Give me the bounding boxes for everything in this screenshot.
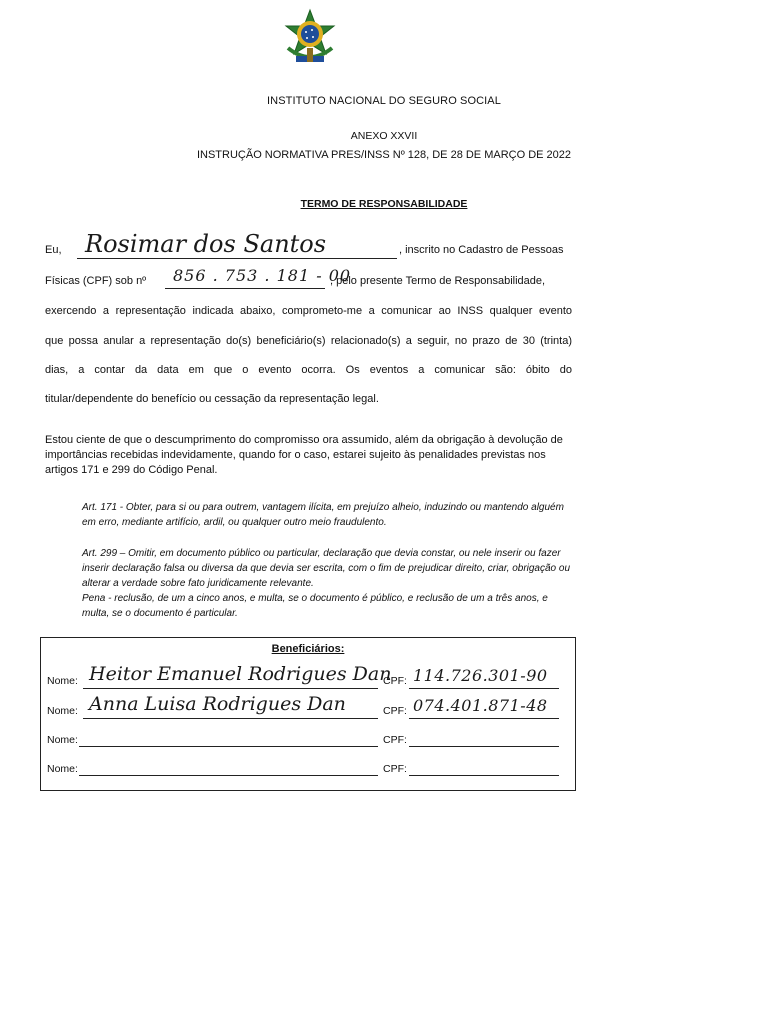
name-label: Nome: bbox=[47, 734, 78, 746]
cpf-label: CPF: bbox=[383, 763, 407, 775]
fisicas-text: Físicas (CPF) sob nº bbox=[45, 275, 147, 287]
cpf-label: CPF: bbox=[383, 675, 407, 687]
presente-text: , pelo presente Termo de Responsabilidade, bbox=[330, 275, 546, 287]
name-field[interactable] bbox=[77, 228, 397, 259]
cpf-label: CPF: bbox=[383, 734, 407, 746]
beneficiary-cpf-field[interactable] bbox=[409, 696, 559, 719]
name-label: Nome: bbox=[47, 705, 78, 717]
eu-label: Eu, bbox=[45, 244, 62, 256]
beneficiary-row bbox=[47, 675, 78, 687]
beneficiary-name-value: Heitor Emanuel Rodrigues Dan bbox=[89, 663, 392, 685]
beneficiary-row bbox=[47, 705, 78, 717]
beneficiaries-box bbox=[40, 637, 576, 791]
ciente-paragraph: Estou ciente de que o descumprimento do compromisso ora assumido, além da obrigação à devolução de importâncias recebidas indevidamente, quando for o caso, estarei sujeito às penalidades previstas nos artigos 171 e 299 do Código Penal. bbox=[45, 434, 563, 476]
body-line-4: que possa anular a representação do(s) beneficiário(s) relacionado(s) a seguir, no prazo de 30 (trinta) bbox=[45, 335, 572, 347]
beneficiary-cpf-value: 074.401.871-48 bbox=[413, 696, 548, 715]
beneficiary-cpf-value: 114.726.301-90 bbox=[413, 666, 548, 685]
cpf-field[interactable] bbox=[165, 266, 352, 289]
cpf-handwritten: 856 . 753 . 181 - 00 bbox=[173, 266, 352, 285]
cpf-label: CPF: bbox=[383, 705, 407, 717]
normative-instruction: INSTRUÇÃO NORMATIVA PRES/INSS Nº 128, DE 28 DE MARÇO DE 2022 bbox=[196, 149, 572, 161]
institute-name: INSTITUTO NACIONAL DO SEGURO SOCIAL bbox=[267, 95, 501, 107]
name-label: Nome: bbox=[47, 763, 78, 775]
beneficiary-cpf-field[interactable] bbox=[409, 734, 559, 747]
beneficiary-name-field[interactable] bbox=[79, 734, 378, 747]
beneficiary-row bbox=[47, 763, 78, 775]
beneficiary-name-field[interactable] bbox=[83, 692, 378, 719]
beneficiary-name-field[interactable] bbox=[83, 662, 392, 689]
pena-text: Pena - reclusão, de um a cinco anos, e multa, se o documento é público, e reclusão de um a três anos, e multa, se o documento é particular. bbox=[82, 593, 548, 619]
beneficiary-cpf-field[interactable] bbox=[409, 666, 559, 689]
art-299: Art. 299 – Omitir, em documento público ou particular, declaração que devia constar, ou nele inserir ou fazer inserir declaração falsa ou diversa da que devia ser escrita, com o fim de prejudicar direito, criar, obrigação ou alterar a verdade sobre fato juridicamente relevante. bbox=[82, 548, 571, 589]
body-line-3: exercendo a representação indicada abaixo, comprometo-me a comunicar ao INSS qualquer evento bbox=[45, 305, 572, 317]
name-handwritten: Rosimar dos Santos bbox=[85, 230, 327, 258]
beneficiary-name-field[interactable] bbox=[79, 763, 378, 776]
name-label: Nome: bbox=[47, 675, 78, 687]
body-line-5: dias, a contar da data em que o evento ocorra. Os eventos a comunicar são: óbito do bbox=[45, 364, 572, 376]
inscrito-text: , inscrito no Cadastro de Pessoas bbox=[399, 244, 564, 256]
beneficiaries-title: Beneficiários: bbox=[271, 643, 345, 655]
beneficiary-row bbox=[47, 734, 78, 746]
body-line-6: titular/dependente do benefício ou cessação da representação legal. bbox=[45, 393, 379, 405]
art-171: Art. 171 - Obter, para si ou para outrem, vantagem ilícita, em prejuízo alheio, induzindo ou mantendo alguém em erro, mediante artifício, ardil, ou qualquer outro meio fraudulento. bbox=[82, 502, 564, 528]
beneficiary-cpf-field[interactable] bbox=[409, 763, 559, 776]
beneficiary-name-value: Anna Luisa Rodrigues Dan bbox=[89, 693, 346, 715]
document-title: TERMO DE RESPONSABILIDADE bbox=[300, 198, 468, 210]
coat-of-arms-icon bbox=[276, 8, 344, 68]
annex-label: ANEXO XXVII bbox=[350, 130, 418, 142]
